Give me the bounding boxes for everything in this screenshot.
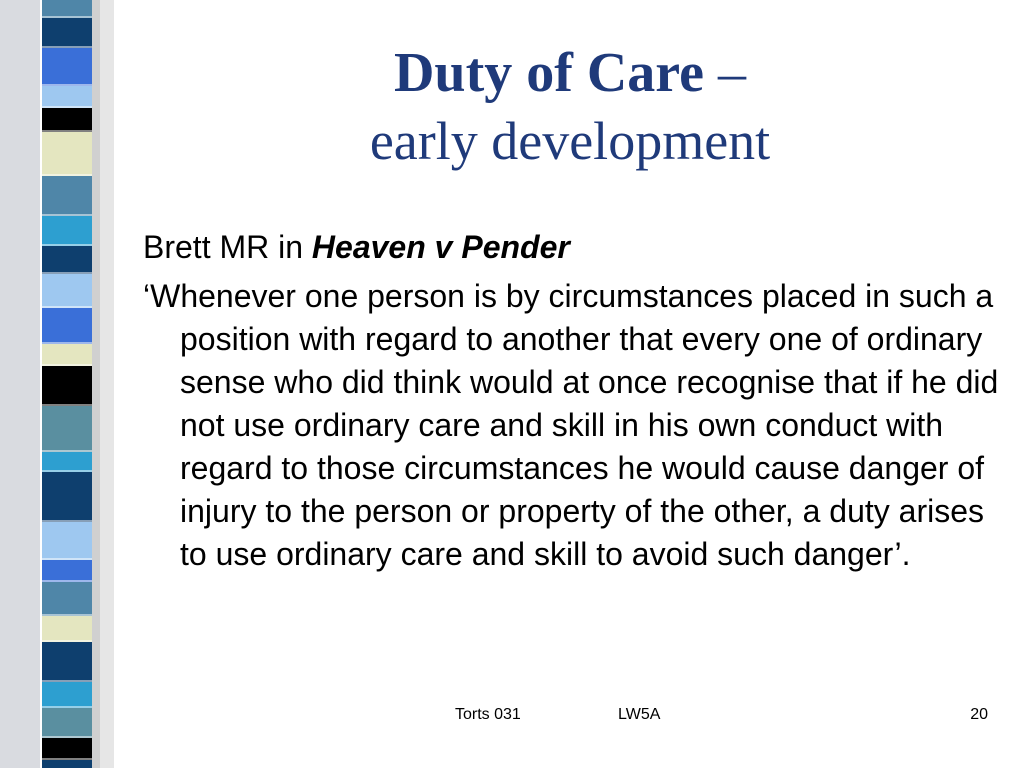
stripe-block [42,472,92,522]
stripe-separator [42,580,92,582]
title-dash: – [704,42,747,104]
stripe-separator [42,106,92,108]
stripe-separator [42,84,92,86]
footer-code: LW5A [618,706,661,723]
slide-footer [0,706,1024,730]
stripe-separator [42,16,92,18]
stripe-separator [42,364,92,366]
stripe-block [42,642,92,682]
stripe-block [42,560,92,582]
stripe-block [42,176,92,216]
stripe-block [42,682,92,708]
footer-course: Torts 031 [455,706,521,723]
stripe-block [42,760,92,768]
stripe-block [42,452,92,472]
stripe-gutter [0,0,40,768]
stripe-block [42,132,92,176]
stripe-block [42,366,92,406]
stripe-shadow-soft [100,0,114,768]
title-subtitle: early development [369,110,771,171]
footer-page-number: 20 [970,706,988,723]
stripe-block [42,522,92,560]
stripe-separator [42,640,92,642]
stripe-separator [42,46,92,48]
stripe-separator [42,758,92,760]
stripe-blocks [42,0,92,768]
stripe-block [42,86,92,108]
title-main-line [160,44,980,103]
stripe-block [42,18,92,48]
case-name: Heaven v Pender [311,229,570,265]
stripe-separator [42,470,92,472]
stripe-separator [42,214,92,216]
stripe-separator [42,680,92,682]
decorative-stripe-bar [0,0,118,768]
stripe-separator [42,736,92,738]
stripe-block [42,738,92,760]
stripe-block [42,274,92,308]
title-main: Duty of Care [393,42,705,104]
case-quote: ‘Whenever one person is by circumstances placed in such a position with regard to another that every one of ordinary sense who did think would at once recognise that if he did not use ordinary care and skill in his own conduct with regard to those circumstances he would cause danger of injury to the person or property of the other, a duty arises to use ordinary care and skill to avoid such danger’. [143,278,999,572]
stripe-block [42,216,92,246]
stripe-separator [42,614,92,616]
stripe-block [42,406,92,452]
stripe-block [42,0,92,18]
stripe-block [42,308,92,344]
stripe-separator [42,244,92,246]
slide-body [143,226,1003,576]
stripe-separator [42,450,92,452]
attribution-prefix: Brett MR in [143,229,312,265]
case-attribution [143,226,1003,269]
slide-title [160,44,980,169]
stripe-bar-graphic [0,0,118,768]
stripe-block [42,344,92,366]
stripe-separator [42,272,92,274]
stripe-separator [42,174,92,176]
stripe-block [42,108,92,132]
stripe-separator [42,520,92,522]
stripe-separator [42,404,92,406]
stripe-block [42,48,92,86]
stripe-separator [42,558,92,560]
stripe-separator [42,306,92,308]
stripe-block [42,616,92,642]
stripe-block [42,582,92,616]
stripe-separator [42,130,92,132]
stripe-block [42,246,92,274]
stripe-separator [42,342,92,344]
